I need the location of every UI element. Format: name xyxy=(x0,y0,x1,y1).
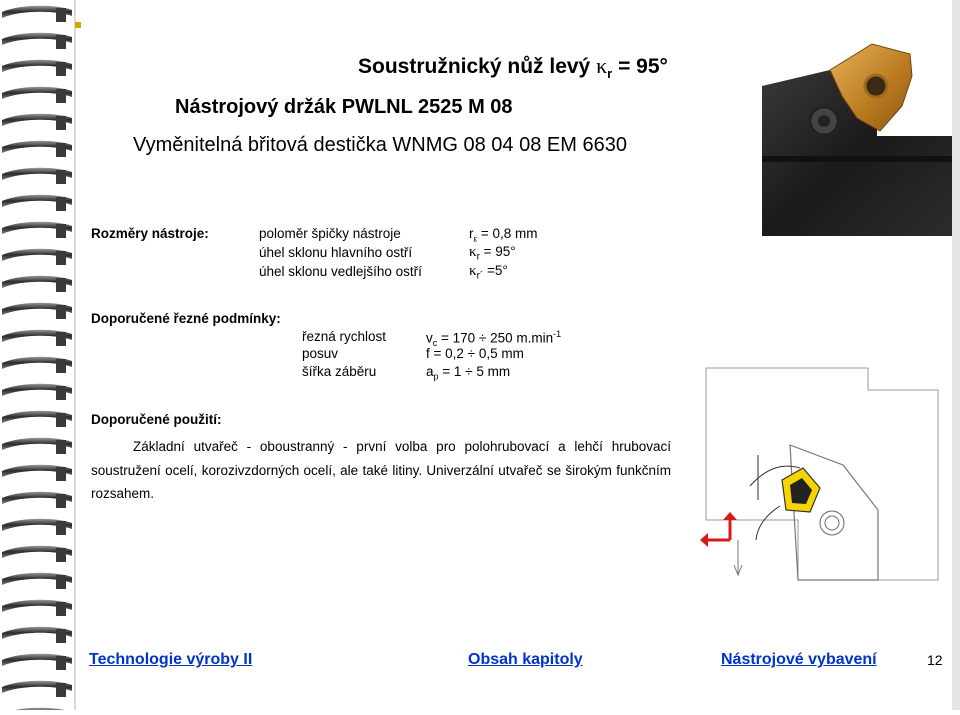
binding-hole xyxy=(56,170,66,184)
binding-hole xyxy=(56,89,66,103)
footer-link-tool-equipment[interactable]: Nástrojové vybavení xyxy=(721,651,877,668)
binding-hole xyxy=(56,197,66,211)
binding-hole xyxy=(56,332,66,346)
binding-hole xyxy=(56,143,66,157)
binding-hole xyxy=(56,116,66,130)
binding-hole xyxy=(56,575,66,589)
dimension-name: úhel sklonu hlavního ostří xyxy=(259,245,413,260)
conditions-heading: Doporučené řezné podmínky: xyxy=(91,311,281,326)
condition-name: posuv xyxy=(302,346,339,361)
holder-designation: Nástrojový držák PWLNL 2525 M 08 xyxy=(175,96,513,118)
dimension-value: $\kappa_{r´} =5^\circ$ xyxy=(469,263,508,282)
binding-hole xyxy=(56,62,66,76)
binding-hole xyxy=(56,467,66,481)
page-number: 12 xyxy=(927,652,943,668)
binding-hole xyxy=(56,683,66,697)
binding-hole xyxy=(56,602,66,616)
insert-icon xyxy=(782,468,820,512)
binding-hole xyxy=(56,656,66,670)
condition-value: $a_p = 1 \div 5$ mm xyxy=(426,364,511,382)
binding-hole xyxy=(56,8,66,22)
binding-hole xyxy=(56,278,66,292)
binding-hole xyxy=(56,386,66,400)
spiral-binding xyxy=(0,0,74,710)
binding-hole xyxy=(56,494,66,508)
binding-hole xyxy=(56,359,66,373)
footer-link-chapter-contents[interactable]: Obsah kapitoly xyxy=(468,651,583,668)
condition-value: $v_c = 170 \div 250$ $m.\min^{-1}$ xyxy=(426,329,562,349)
binding-hole xyxy=(56,548,66,562)
binding-hole xyxy=(56,224,66,238)
corner-marker xyxy=(75,22,81,28)
footer-link-course[interactable]: Technologie výroby II xyxy=(89,651,253,668)
tool-holder-photo xyxy=(752,36,952,236)
dimensions-heading: Rozměry nástroje: xyxy=(91,226,209,241)
binding-hole xyxy=(56,35,66,49)
spiral-rings-graphic xyxy=(0,0,74,710)
dimension-value: $r_\varepsilon = 0,8$ mm xyxy=(469,226,538,244)
usage-heading: Doporučené použití: xyxy=(91,412,222,427)
page-title: Soustružnický nůž levý $\kappa_r = 95^\circ$ xyxy=(358,53,668,82)
tool-diagram xyxy=(698,360,950,590)
binding-hole xyxy=(56,440,66,454)
page-left-edge xyxy=(74,0,76,710)
binding-hole xyxy=(56,521,66,535)
dimension-name: úhel sklonu vedlejšího ostří xyxy=(259,264,422,279)
usage-paragraph: Základní utvařeč - oboustranný - první volba pro polohrubovací a lehčí hrubovací soustružení ocelí, korozivzdorných ocelí, ale také litiny. Univerzální utvařeč se širokým funkčním rozsahem. xyxy=(91,439,671,501)
condition-name: šířka záběru xyxy=(302,364,377,379)
binding-hole xyxy=(56,629,66,643)
binding-hole xyxy=(56,413,66,427)
condition-name: řezná rychlost xyxy=(302,329,387,344)
binding-hole xyxy=(56,251,66,265)
page-right-edge xyxy=(952,0,960,710)
kappa-symbol: κ xyxy=(596,53,608,78)
binding-hole xyxy=(56,305,66,319)
dimension-value: $\kappa_r = 95^\circ$ xyxy=(469,244,516,263)
insert-designation: Vyměnitelná břitová destička WNMG 08 04 08 EM 6630 xyxy=(133,134,627,156)
dimension-name: poloměr špičky nástroje xyxy=(259,226,401,241)
condition-value: f = 0,2 ÷ 0,5 mm xyxy=(426,346,524,361)
